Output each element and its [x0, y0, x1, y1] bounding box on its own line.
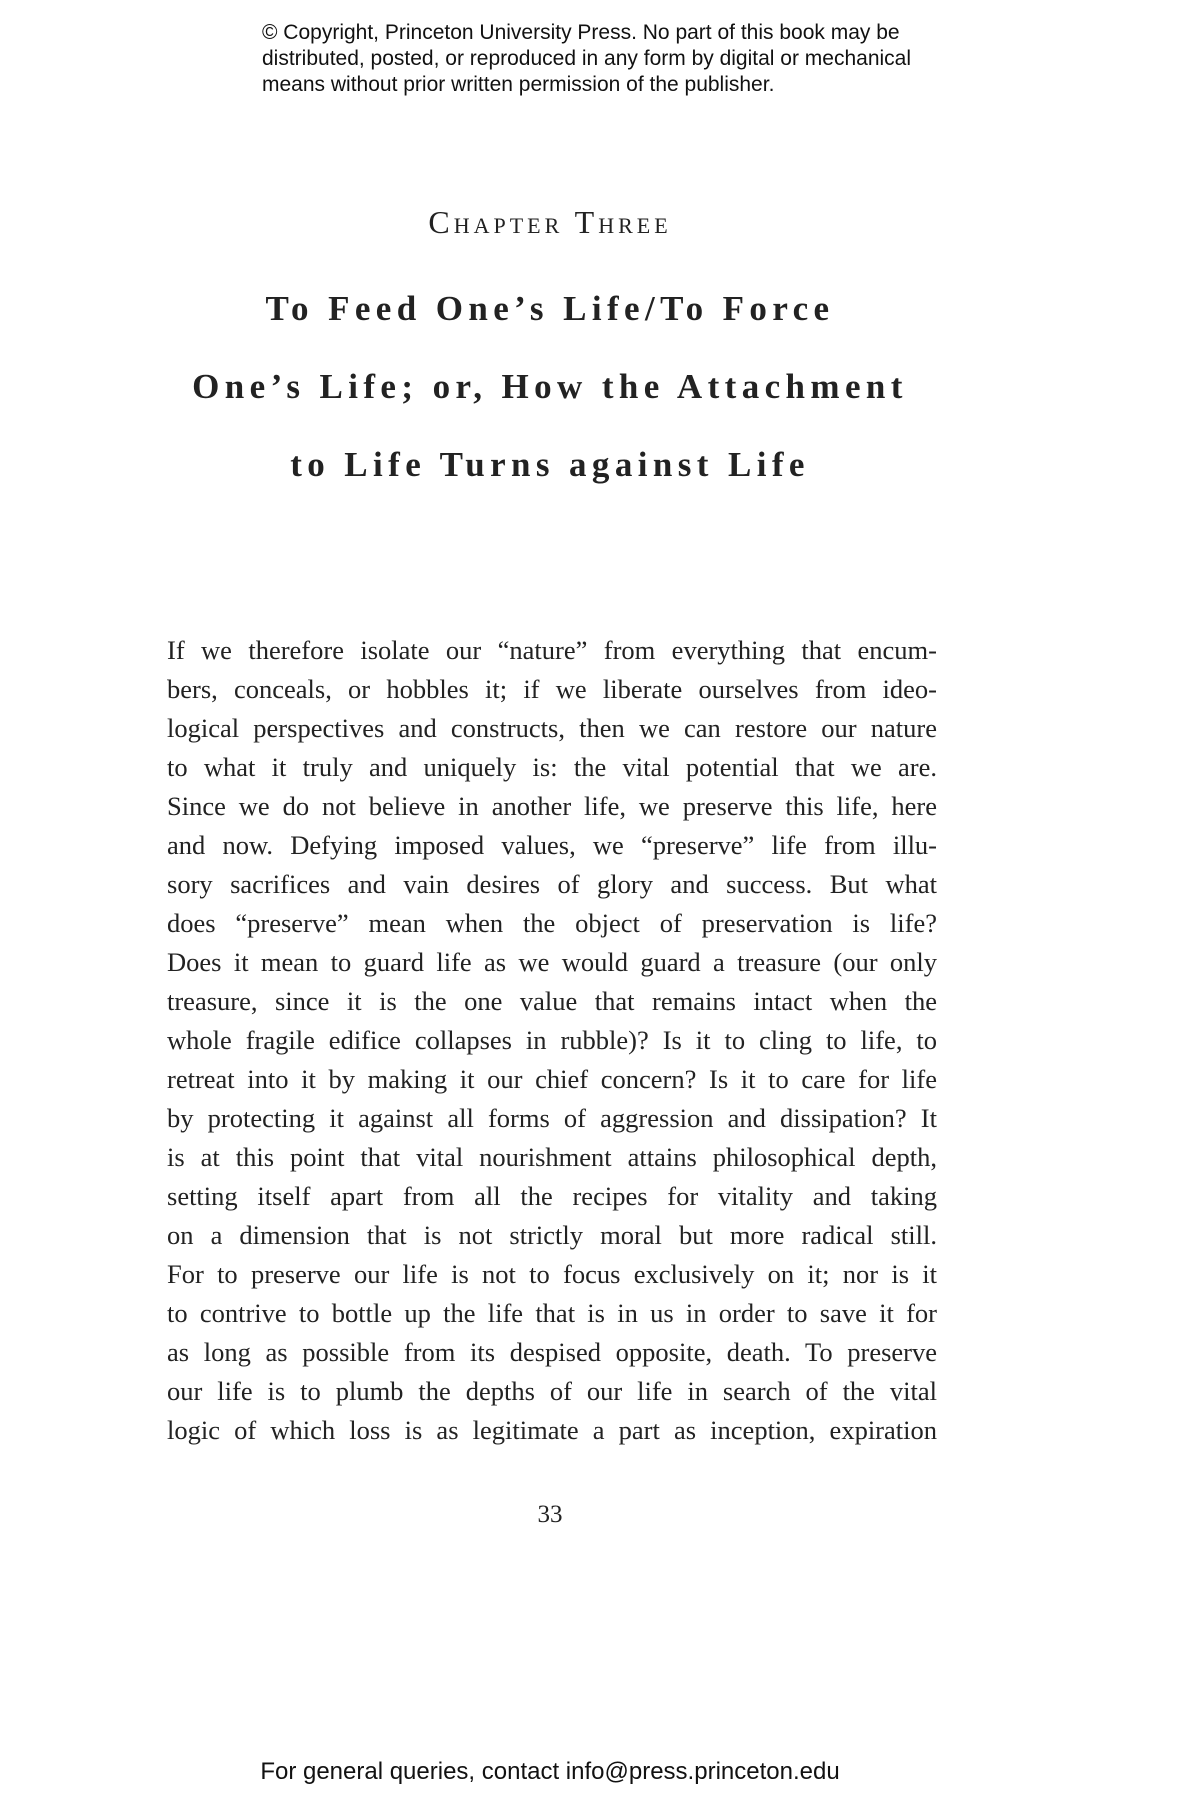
text-line: Does it mean to guard life as we would guard a treasure (our only	[167, 947, 937, 977]
copyright-line: means without prior written permission of the publisher.	[262, 73, 775, 96]
text-line: For to preserve our life is not to focus exclusively on it; nor is it	[167, 1259, 937, 1289]
body-paragraph	[167, 631, 937, 1450]
chapter-title-line: To Feed One’s Life/To Force	[265, 289, 835, 328]
chapter-title-line: to Life Turns against Life	[290, 445, 810, 484]
text-line: bers, conceals, or hobbles it; if we liberate ourselves from ideo-	[167, 674, 937, 704]
text-line: treasure, since it is the one value that remains intact when the	[167, 986, 937, 1016]
text-line: whole fragile edifice collapses in rubble)? Is it to cling to life, to	[167, 1025, 937, 1055]
copyright-line: © Copyright, Princeton University Press. No part of this book may be	[262, 21, 900, 44]
text-line: to contrive to bottle up the life that is in us in order to save it for	[167, 1298, 937, 1328]
text-line: on a dimension that is not strictly moral but more radical still.	[167, 1220, 937, 1250]
text-line: to what it truly and uniquely is: the vital potential that we are.	[167, 752, 937, 782]
text-line: is at this point that vital nourishment attains philosophical depth,	[167, 1142, 937, 1172]
text-line: by protecting it against all forms of aggression and dissipation? It	[167, 1103, 937, 1133]
text-line: setting itself apart from all the recipes for vitality and taking	[167, 1181, 937, 1211]
text-line: does “preserve” mean when the object of preservation is life?	[167, 908, 937, 938]
text-line: logic of which loss is as legitimate a part as inception, expiration	[167, 1415, 937, 1445]
chapter-title-line: One’s Life; or, How the Attachment	[192, 367, 908, 406]
text-line: and now. Defying imposed values, we “preserve” life from illu-	[167, 830, 937, 860]
text-line: sory sacrifices and vain desires of glory and success. But what	[167, 869, 937, 899]
text-line: our life is to plumb the depths of our life in search of the vital	[167, 1376, 937, 1406]
text-line: logical perspectives and constructs, then we can restore our nature	[167, 713, 937, 743]
chapter-title	[120, 270, 980, 504]
footer-contact: For general queries, contact info@press.princeton.edu	[260, 1758, 840, 1785]
text-line: If we therefore isolate our “nature” from everything that encum-	[167, 635, 937, 665]
text-line: as long as possible from its despised opposite, death. To preserve	[167, 1337, 937, 1367]
page-number: 33	[537, 1501, 563, 1528]
copyright-notice	[262, 20, 982, 98]
copyright-line: distributed, posted, or reproduced in any form by digital or mechanical	[262, 47, 912, 70]
text-line: retreat into it by making it our chief concern? Is it to care for life	[167, 1064, 937, 1094]
text-line: Since we do not believe in another life, we preserve this life, here	[167, 791, 937, 821]
chapter-label: Chapter Three	[428, 204, 672, 240]
